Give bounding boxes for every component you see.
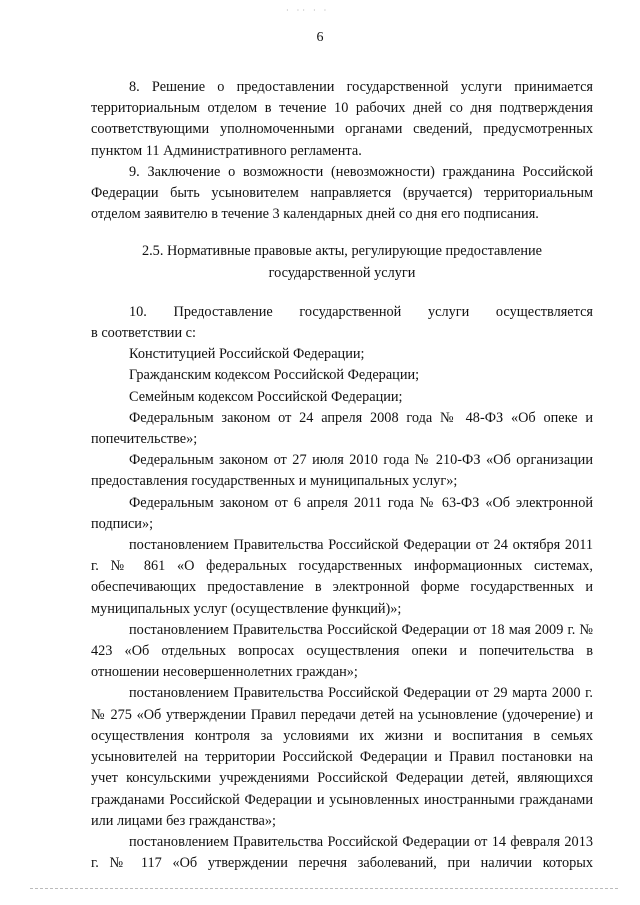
scan-bottom-edge — [30, 888, 618, 889]
section-heading-line-1: 2.5. Нормативные правовые акты, регулирующие предоставление — [141, 243, 543, 260]
act-fz-48: Федеральным законом от 24 апреля 2008 года № 48-ФЗ «Об опеке и попечительстве»; — [91, 409, 593, 448]
paragraph-10-line-2: в соответствии с: — [91, 325, 196, 342]
section-heading-line-2: государственной услуги — [268, 264, 416, 281]
act-pp-117: постановлением Правительства Российской Федерации от 14 февраля 2013 г. № 117 «Об утверждении перечня заболеваний, при наличии которых — [91, 833, 593, 872]
paragraph-8: 8. Решение о предоставлении государственной услуги принимается территориальным отделом в течение 10 рабочих дней со дня подтверждения соответствующими уполномоченными органами сведений, предусмотренных пунктом 11 Административного регламента. — [91, 79, 593, 159]
act-civil-code: Гражданским кодексом Российской Федерации; — [129, 367, 420, 384]
act-family-code: Семейным кодексом Российской Федерации; — [129, 388, 403, 405]
page-number: 6 — [316, 30, 324, 45]
scan-marks: · ·· · · — [286, 6, 330, 15]
document-body — [91, 77, 593, 874]
act-pp-275: постановлением Правительства Российской Федерации от 29 марта 2000 г. № 275 «Об утверждении Правил передачи детей на усыновление (удочерение) и осуществления контроля за условиями их жизни и воспитания в семьях усыновителей на территории Российской Федерации и Правил постановки на учет консульскими учреждениями Российской Федерации детей, являющихся гражданами Российской Федерации и усыновленных иностранными гражданами или лицами без гражданства»; — [91, 685, 593, 829]
act-pp-423: постановлением Правительства Российской Федерации от 18 мая 2009 г. № 423 «Об отдельных вопросах осуществления опеки и попечительства в отношении несовершеннолетних граждан»; — [91, 621, 593, 681]
act-fz-63: Федеральным законом от 6 апреля 2011 года № 63-ФЗ «Об электронной подписи»; — [91, 494, 593, 532]
paragraph-10-line-1: 10. Предоставление государственной услуги осуществляется — [129, 303, 593, 320]
act-pp-861: постановлением Правительства Российской Федерации от 24 октября 2011 г. № 861 «О федеральных государственных информационных системах, обеспечивающих предоставление в электронной форме государственных и муниципальных услуг (осуществление функций)»; — [91, 537, 593, 617]
section-heading — [91, 241, 593, 283]
act-constitution: Конституцией Российской Федерации; — [129, 346, 365, 363]
act-fz-210: Федеральным законом от 27 июля 2010 года № 210-ФЗ «Об организации предоставления государственных и муниципальных услуг»; — [91, 452, 593, 490]
paragraph-9: 9. Заключение о возможности (невозможности) гражданина Российской Федерации быть усыновителем направляется (вручается) территориальным отделом заявителю в течение 3 календарных дней со дня его подписания. — [91, 163, 593, 223]
